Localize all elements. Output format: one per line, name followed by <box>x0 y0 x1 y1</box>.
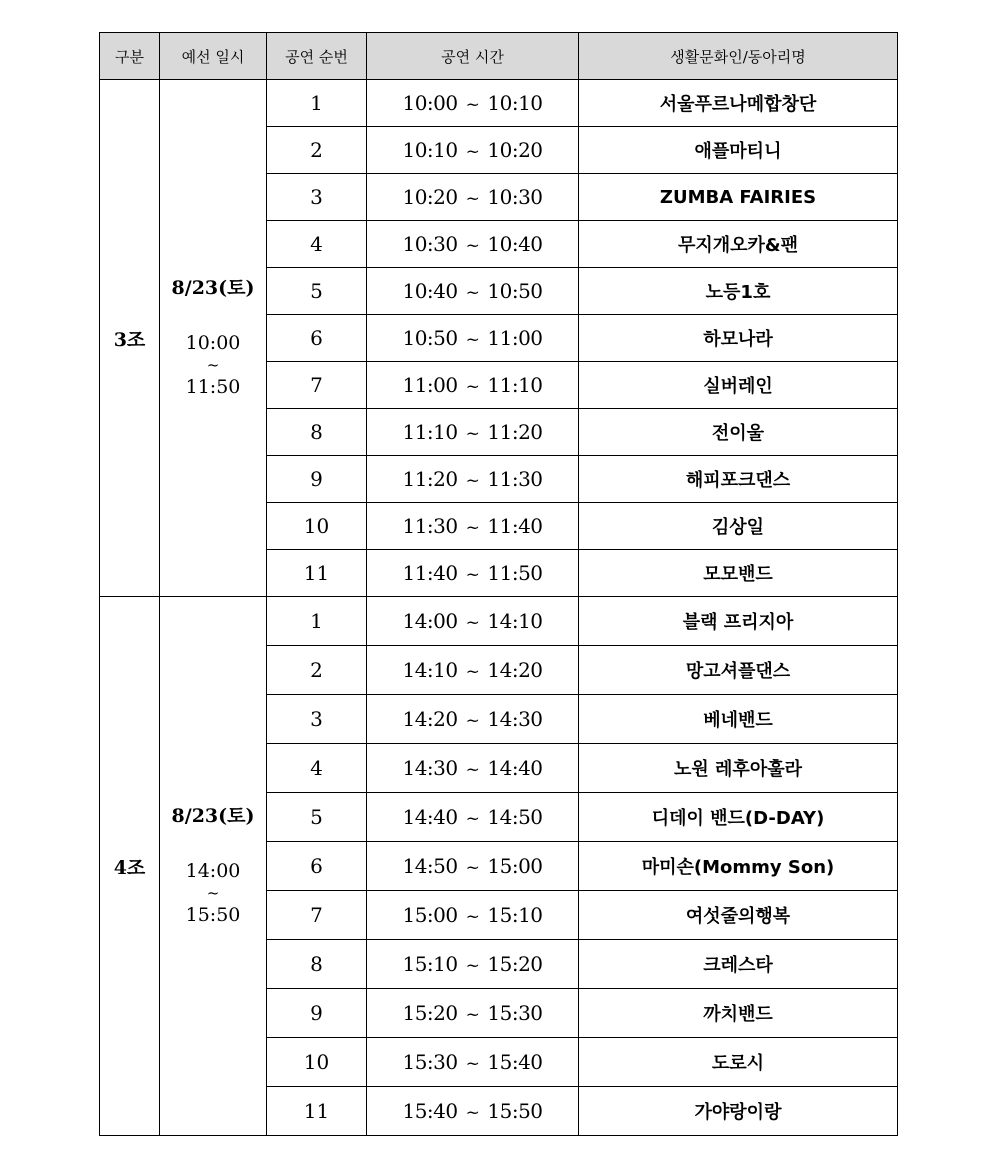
header-performance-order: 공연 순번 <box>267 33 367 80</box>
table-row <box>100 597 898 646</box>
club-name: 크레스타 <box>579 940 898 989</box>
time-end: 11:40 <box>487 514 543 538</box>
performance-time <box>367 362 579 409</box>
header-row <box>100 33 898 80</box>
performance-order: 4 <box>267 221 367 268</box>
table-row <box>100 80 898 127</box>
time-separator: ~ <box>465 236 480 256</box>
performance-order: 9 <box>267 456 367 503</box>
performance-order: 8 <box>267 409 367 456</box>
header-club-name: 생활문화인/동아리명 <box>579 33 898 80</box>
time-start: 10:10 <box>402 138 458 162</box>
club-name: 디데이 밴드(D-DAY) <box>579 793 898 842</box>
time-separator: ~ <box>465 283 480 303</box>
time-separator: ~ <box>465 907 480 927</box>
time-end: 14:50 <box>487 805 543 829</box>
performance-order: 3 <box>267 174 367 221</box>
time-end: 14:40 <box>487 756 543 780</box>
performance-time <box>367 1038 579 1087</box>
club-name: 전이울 <box>579 409 898 456</box>
qualifier-datetime <box>160 597 267 1136</box>
time-start: 10:30 <box>402 232 458 256</box>
time-end: 11:00 <box>487 326 543 350</box>
time-separator: ~ <box>465 613 480 633</box>
time-end: 10:10 <box>487 91 543 115</box>
performance-time <box>367 940 579 989</box>
header-group: 구분 <box>100 33 160 80</box>
time-start: 14:30 <box>402 756 458 780</box>
performance-order: 10 <box>267 1038 367 1087</box>
time-start: 14:50 <box>402 854 458 878</box>
time-start: 15:30 <box>402 1050 458 1074</box>
time-start: 15:10 <box>402 952 458 976</box>
qualifier-date: 8/23(토) <box>171 805 255 828</box>
performance-order: 3 <box>267 695 367 744</box>
performance-order: 1 <box>267 80 367 127</box>
performance-time <box>367 695 579 744</box>
club-name: 노원 레후아훌라 <box>579 744 898 793</box>
performance-order: 7 <box>267 891 367 940</box>
time-start: 14:00 <box>402 609 458 633</box>
time-separator: ~ <box>465 95 480 115</box>
performance-time <box>367 550 579 597</box>
header-qualifier-datetime: 예선 일시 <box>160 33 267 80</box>
time-start: 10:00 <box>402 91 458 115</box>
club-name: 마미손(Mommy Son) <box>579 842 898 891</box>
table-header <box>100 33 898 80</box>
time-end: 15:00 <box>487 854 543 878</box>
time-start: 10:50 <box>402 326 458 350</box>
time-end: 15:50 <box>487 1099 543 1123</box>
club-name: 서울푸르나메합창단 <box>579 80 898 127</box>
performance-time <box>367 1087 579 1136</box>
time-separator: ~ <box>465 1005 480 1025</box>
club-name: 까치밴드 <box>579 989 898 1038</box>
time-end: 11:20 <box>487 420 543 444</box>
qualifier-range-separator: ~ <box>206 884 220 903</box>
performance-time <box>367 409 579 456</box>
time-start: 14:20 <box>402 707 458 731</box>
time-start: 14:10 <box>402 658 458 682</box>
club-name: ZUMBA FAIRIES <box>579 174 898 221</box>
performance-order: 11 <box>267 550 367 597</box>
time-start: 11:30 <box>402 514 458 538</box>
time-separator: ~ <box>465 662 480 682</box>
performance-order: 6 <box>267 842 367 891</box>
club-name: 해피포크댄스 <box>579 456 898 503</box>
time-separator: ~ <box>465 565 480 585</box>
time-start: 15:00 <box>402 903 458 927</box>
time-end: 14:30 <box>487 707 543 731</box>
qualifier-end-time: 15:50 <box>185 904 241 927</box>
qualifier-start-time: 14:00 <box>185 859 241 882</box>
time-end: 11:50 <box>487 561 543 585</box>
time-end: 10:40 <box>487 232 543 256</box>
club-name: 베네밴드 <box>579 695 898 744</box>
time-start: 11:40 <box>402 561 458 585</box>
performance-time <box>367 646 579 695</box>
time-separator: ~ <box>465 471 480 491</box>
time-separator: ~ <box>465 518 480 538</box>
performance-time <box>367 891 579 940</box>
time-separator: ~ <box>465 424 480 444</box>
time-end: 10:30 <box>487 185 543 209</box>
time-end: 10:50 <box>487 279 543 303</box>
time-start: 11:20 <box>402 467 458 491</box>
time-separator: ~ <box>465 330 480 350</box>
time-end: 11:30 <box>487 467 543 491</box>
performance-time <box>367 597 579 646</box>
time-start: 11:10 <box>402 420 458 444</box>
club-name: 하모나라 <box>579 315 898 362</box>
time-separator: ~ <box>465 956 480 976</box>
performance-time <box>367 127 579 174</box>
time-separator: ~ <box>465 142 480 162</box>
time-start: 15:40 <box>402 1099 458 1123</box>
time-end: 15:20 <box>487 952 543 976</box>
club-name: 도로시 <box>579 1038 898 1087</box>
time-end: 15:30 <box>487 1001 543 1025</box>
header-performance-time: 공연 시간 <box>367 33 579 80</box>
time-end: 15:10 <box>487 903 543 927</box>
time-separator: ~ <box>465 1103 480 1123</box>
club-name: 여섯줄의행복 <box>579 891 898 940</box>
club-name: 무지개오카&팬 <box>579 221 898 268</box>
time-separator: ~ <box>465 858 480 878</box>
performance-time <box>367 989 579 1038</box>
club-name: 망고셔플댄스 <box>579 646 898 695</box>
time-start: 15:20 <box>402 1001 458 1025</box>
performance-order: 5 <box>267 268 367 315</box>
time-start: 10:20 <box>402 185 458 209</box>
performance-order: 10 <box>267 503 367 550</box>
time-separator: ~ <box>465 377 480 397</box>
performance-order: 4 <box>267 744 367 793</box>
club-name: 애플마티니 <box>579 127 898 174</box>
time-end: 14:20 <box>487 658 543 682</box>
group-label: 4조 <box>100 597 160 1136</box>
performance-order: 7 <box>267 362 367 409</box>
group-label: 3조 <box>100 80 160 597</box>
performance-time <box>367 456 579 503</box>
qualifier-datetime <box>160 80 267 597</box>
performance-time <box>367 842 579 891</box>
group-3-rows <box>100 80 898 597</box>
time-separator: ~ <box>465 189 480 209</box>
club-name: 김상일 <box>579 503 898 550</box>
performance-schedule-table <box>99 32 898 1136</box>
club-name: 블랙 프리지아 <box>579 597 898 646</box>
group-4-rows <box>100 597 898 1136</box>
performance-order: 2 <box>267 646 367 695</box>
performance-order: 2 <box>267 127 367 174</box>
performance-order: 9 <box>267 989 367 1038</box>
time-separator: ~ <box>465 711 480 731</box>
performance-time <box>367 221 579 268</box>
club-name: 가야랑이랑 <box>579 1087 898 1136</box>
qualifier-date: 8/23(토) <box>171 277 255 300</box>
performance-order: 1 <box>267 597 367 646</box>
time-end: 15:40 <box>487 1050 543 1074</box>
performance-order: 11 <box>267 1087 367 1136</box>
time-separator: ~ <box>465 1054 480 1074</box>
club-name: 모모밴드 <box>579 550 898 597</box>
performance-time <box>367 503 579 550</box>
performance-time <box>367 793 579 842</box>
time-end: 11:10 <box>487 373 543 397</box>
time-start: 14:40 <box>402 805 458 829</box>
qualifier-start-time: 10:00 <box>185 331 241 354</box>
performance-order: 8 <box>267 940 367 989</box>
performance-time <box>367 80 579 127</box>
performance-time <box>367 744 579 793</box>
time-separator: ~ <box>465 760 480 780</box>
qualifier-end-time: 11:50 <box>185 376 241 399</box>
performance-time <box>367 174 579 221</box>
time-start: 10:40 <box>402 279 458 303</box>
qualifier-range-separator: ~ <box>206 356 220 375</box>
club-name: 실버레인 <box>579 362 898 409</box>
performance-order: 6 <box>267 315 367 362</box>
time-separator: ~ <box>465 809 480 829</box>
time-end: 10:20 <box>487 138 543 162</box>
performance-time <box>367 315 579 362</box>
time-start: 11:00 <box>402 373 458 397</box>
club-name: 노등1호 <box>579 268 898 315</box>
performance-time <box>367 268 579 315</box>
time-end: 14:10 <box>487 609 543 633</box>
performance-order: 5 <box>267 793 367 842</box>
